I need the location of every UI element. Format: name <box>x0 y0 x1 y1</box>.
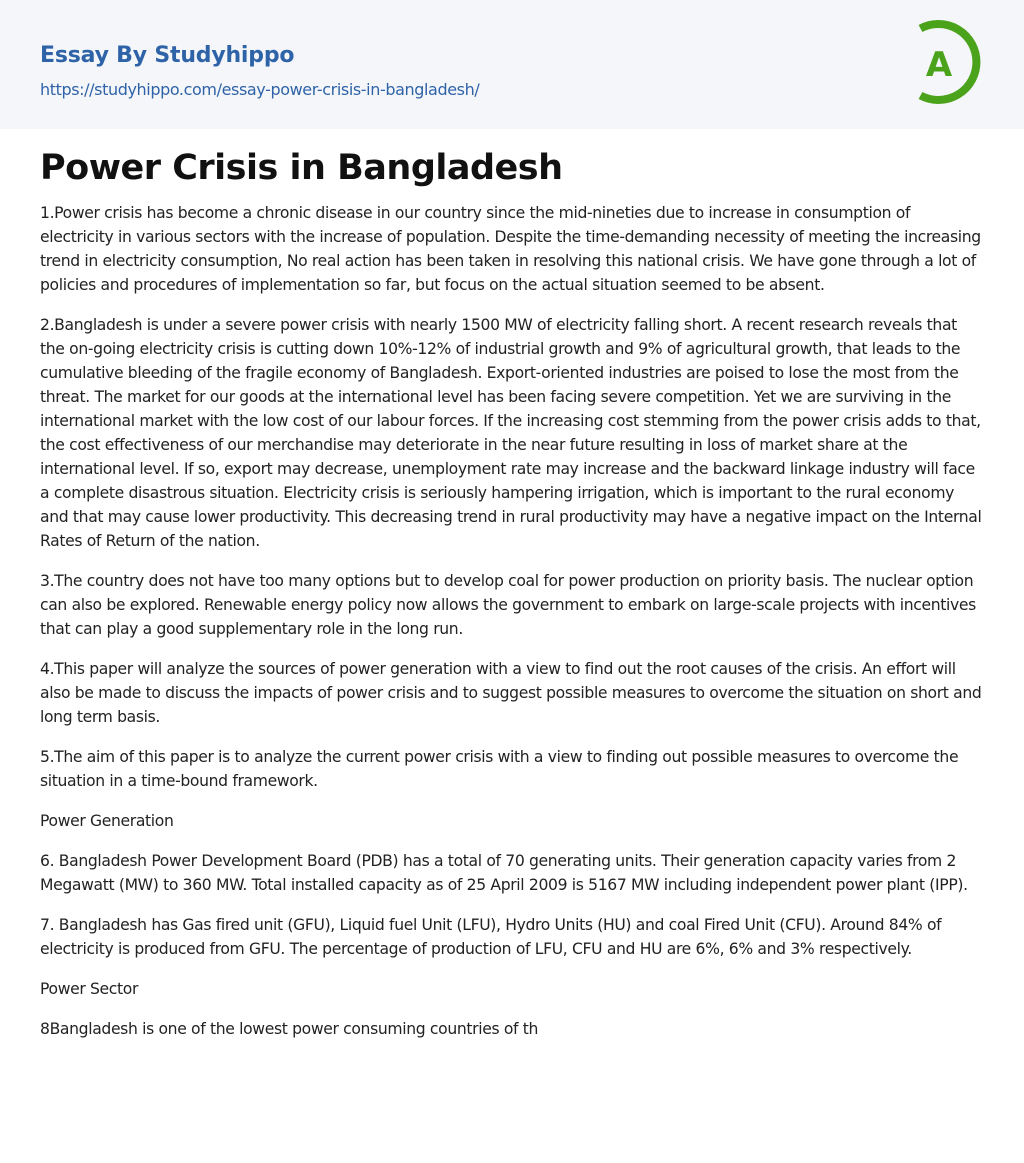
article <box>0 147 1024 1097</box>
paragraph-7: 7. Bangladesh has Gas fired unit (GFU), Liquid fuel Unit (LFU), Hydro Units (HU) and coal Fired Unit (CFU). Around 84% of electricity is produced from GFU. The percentage of production of LFU, CFU and HU are 6%, 6% and 3% respectively. <box>40 916 942 958</box>
site-header <box>0 0 1024 129</box>
brand-name: Essay By Studyhippo <box>40 43 295 68</box>
paragraph-8-truncated: 8Bangladesh is one of the lowest power consuming countries of th <box>40 1020 539 1038</box>
paragraph-4: 4.This paper will analyze the sources of power generation with a view to find out the root causes of the crisis. An effort will also be made to discuss the impacts of power crisis and to suggest possible measures to overcome the situation on short and long term basis. <box>40 660 982 726</box>
logo-a-icon <box>912 18 988 106</box>
paragraph-6: 6. Bangladesh Power Development Board (PDB) has a total of 70 generating units. Their generation capacity varies from 2 Megawatt (MW) to 360 MW. Total installed capacity as of 25 April 2009 is 5167 MW including independent power plant (IPP). <box>40 852 968 894</box>
svg-text:A: A <box>925 45 953 85</box>
paragraph-3: 3.The country does not have too many options but to develop coal for power production on priority basis. The nuclear option can also be explored. Renewable energy policy now allows the government to embark on large-scale projects with incentives that can play a good supplementary role in the long run. <box>40 572 976 638</box>
paragraph-2: 2.Bangladesh is under a severe power crisis with nearly 1500 MW of electricity falling short. A recent research reveals that the on-going electricity crisis is cutting down 10%-12% of industrial growth and 9% of agricultural growth, that leads to the cumulative bleeding of the fragile economy of Bangladesh. Export-oriented industries are poised to lose the most from the threat. The market for our goods at the international level has been facing severe competition. Yet we are surviving in the international market with the low cost of our labour forces. If the increasing cost stemming from the power crisis adds to that, the cost effectiveness of our merchandise may deteriorate in the near future resulting in loss of market share at the international level. If so, export may decrease, unemployment rate may increase and the backward linkage industry will face a complete disastrous situation. Electricity crisis is seriously hampering irrigation, which is important to the rural economy and that may cause lower productivity. This decreasing trend in rural productivity may have a negative impact on the Internal Rates of Return of the nation. <box>40 316 982 550</box>
studyhippo-logo[interactable] <box>912 18 988 106</box>
page-title: Power Crisis in Bangladesh <box>40 148 563 188</box>
essay-url-link[interactable]: https://studyhippo.com/essay-power-crisis-in-bangladesh/ <box>40 80 480 99</box>
paragraph-1: 1.Power crisis has become a chronic disease in our country since the mid-nineties due to increase in consumption of electricity in various sectors with the increase of population. Despite the time-demanding necessity of meeting the increasing trend in electricity consumption, No real action has been taken in resolving this national crisis. We have gone through a lot of policies and procedures of implementation so far, but focus on the actual situation seemed to be absent. <box>40 204 981 294</box>
section-heading-power-sector: Power Sector <box>40 980 139 998</box>
section-heading-power-generation: Power Generation <box>40 812 174 830</box>
paragraph-5: 5.The aim of this paper is to analyze the current power crisis with a view to finding out possible measures to overcome the situation in a time-bound framework. <box>40 748 959 790</box>
